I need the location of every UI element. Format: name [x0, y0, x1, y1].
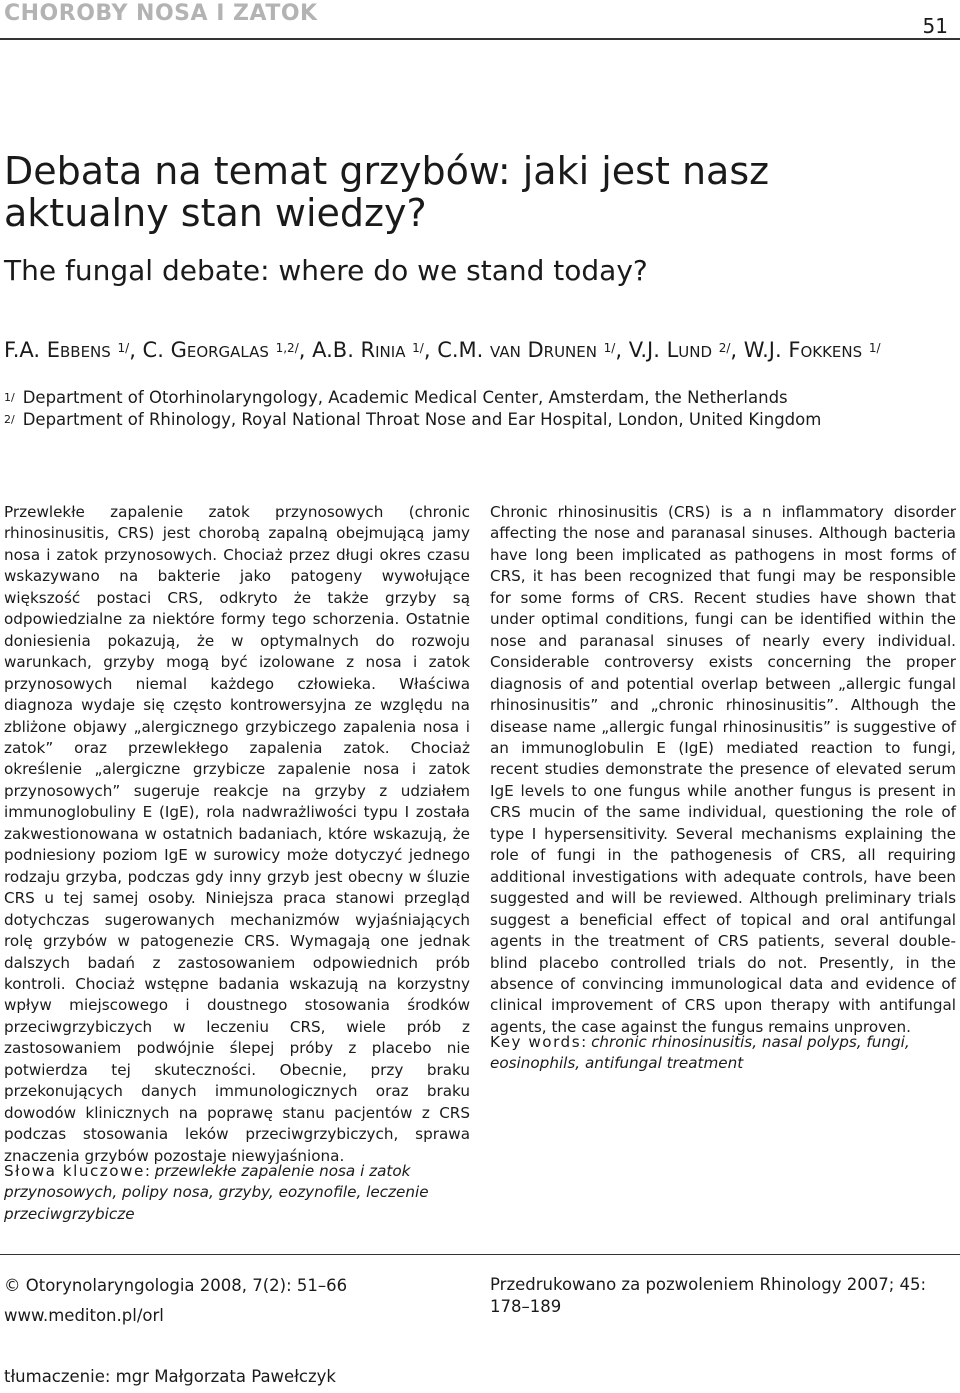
affiliation-1	[4, 388, 954, 408]
author: C. Georgalas $^{1,2/}$,	[142, 338, 313, 362]
article-title-english: The fungal debate: where do we stand today?	[4, 254, 648, 287]
keywords-colon: :	[581, 1033, 592, 1051]
author: C.M. van Drunen $^{1/}$,	[437, 338, 629, 362]
header-rule	[0, 38, 960, 40]
affiliation-mark: 1/	[4, 391, 15, 404]
abstract-english-text: Chronic rhinosinusitis (CRS) is a n inflammatory disorder affecting the nose and paranasal sinuses. Although bacteria have long been implicated as pathogens in most forms of CRS, it has been recognized that fungi may be responsible for some forms of CRS. Recent studies have shown that under optimal conditions, fungi can be identified within the nose and paranasal sinuses of nearly every individual. Considerable controversy exists concerning the proper diagnosis of and potential overlap between „allergic fungal rhinosinusitis” and „chronic rhinosinusitis”. Although the disease name „allergic fungal rhinosinusitis” is suggestive of an immunoglobulin E (IgE) mediated reaction to fungi, recent studies demonstrate the presence of elevated serum IgE levels to one fungus while another fungus is present in CRS mucin of the same individual, questioning the role of type I hypersensitivity. Several mechanisms explaining the role of fungi in the pathogenesis of CRS, all requiring additional investigations with adequate controls, have been suggested and will be reviewed. Although preliminary trials suggest a beneficial effect of topical and oral antifungal agents in the treatment of CRS patients, several double-blind placebo controlled trials do not. Presently, in the absence of convincing immunological data and evidence of clinical improvement of CRS upon therapy with antifungal agents, the case against the fungus remains unproven.	[490, 503, 956, 1036]
author: V.J. Lund $^{2/}$,	[628, 338, 744, 362]
article-title-polish: Debata na temat grzybów: jaki jest nasz aktualny stan wiedzy?	[4, 149, 770, 235]
reprint-note: Przedrukowano za pozwoleniem Rhinology 2007; 45: 178–189	[490, 1275, 927, 1316]
keywords-polish	[4, 1161, 470, 1225]
keywords-label: Słowa kluczowe	[4, 1162, 145, 1180]
affiliation-text: Department of Rhinology, Royal National Throat Nose and Ear Hospital, London, United Kingdom	[22, 410, 822, 429]
page-number: 51	[922, 14, 948, 38]
keywords-english	[490, 1032, 956, 1075]
abstract-polish-text: Przewlekłe zapalenie zatok przynosowych (chronic rhinosinusitis, CRS) jest chorobą zapalną obejmującą jamy nosa i zatok przynosowych. Chociaż przez długi okres czasu wskazywano na bakterie jako patogeny wywołujące większość postaci CRS, odkryto że także grzyby są odpowiedzialne za niektóre formy tego schorzenia. Ostatnie doniesienia pokazują, że w optymalnych do rozwoju warunkach, grzyby mogą być izolowane z nosa i zatok przynosowych niemal każdego człowieka. Właściwa diagnoza wydaje się często kontrowersyjna ze względu na zbliżone objawy „alergicznego grzybiczego zapalenia nosa i zatok” oraz przewlekłego zapalenia zatok. Chociaż określenie „alergiczne grzybicze zapalenie nosa i zatok przynosowych” sugeruje reakcje na grzyby z udziałem immunoglobuliny E (IgE), rola nadwrażliwości typu I została zakwestionowana w ostatnich badaniach, które wskazują, że podniesiony poziom IgE w surowicy może dotyczyć jednego rodzaju grzyba, podczas gdy inny grzyb jest obecny w śluzie CRS u tej samej osoby. Niniejsza praca stanowi przegląd dotychczas sugerowanych mechanizmów wyjaśniających rolę grzybów w patogenezie CRS. Wymagają one jednak dalszych badań z zastosowaniem odpowiednich prób kontroli. Chociaż wstępne badania wskazują na korzystny wpływ miejscowego i doustnego stosowania środków przeciwgrzybiczych w leczeniu CRS, wiele prób z zastosowaniem podwójnie ślepej próby z placebo nie potwierdza tej skuteczności. Obecnie, przy braku przekonujących danych immunologicznych oraz braku dowodów klinicznych na poprawę stanu pacjentów z CRS podczas stosowania leków przeciwgrzybiczych, sprawa znaczenia grzybów pozostaje niewyjaśniona.	[4, 503, 470, 1165]
abstract-english	[490, 502, 956, 1038]
author-list	[4, 338, 954, 362]
running-header	[0, 0, 960, 40]
journal-url[interactable]: www.mediton.pl/orl	[4, 1306, 164, 1325]
footer-rule	[0, 1254, 960, 1255]
journal-citation: © Otorynolaryngologia 2008, 7(2): 51–66	[4, 1276, 348, 1295]
affiliation-mark: 2/	[4, 413, 15, 426]
translator-credit: tłumaczenie: mgr Małgorzata Pawełczyk	[4, 1367, 336, 1386]
keywords-colon: :	[144, 1162, 155, 1180]
author: W.J. Fokkens $^{1/}$	[743, 338, 881, 362]
affiliation-2	[4, 410, 954, 430]
keywords-terms: chronic rhinosinusitis, nasal polyps, fungi, eosinophils, antifungal treatment	[490, 1033, 910, 1073]
running-title: CHOROBY NOSA I ZATOK	[4, 1, 318, 26]
keywords-label: Key words	[490, 1033, 582, 1051]
author: A.B. Rinia $^{1/}$,	[312, 338, 438, 362]
affiliation-text: Department of Otorhinolaryngology, Academic Medical Center, Amsterdam, the Netherlands	[22, 388, 788, 407]
abstract-polish	[4, 502, 470, 1167]
keywords-terms: przewlekłe zapalenie nosa i zatok przynosowych, polipy nosa, grzyby, eozynofile, leczenie przeciwgrzybicze	[4, 1162, 429, 1223]
author: F.A. Ebbens $^{1/}$,	[4, 338, 143, 362]
